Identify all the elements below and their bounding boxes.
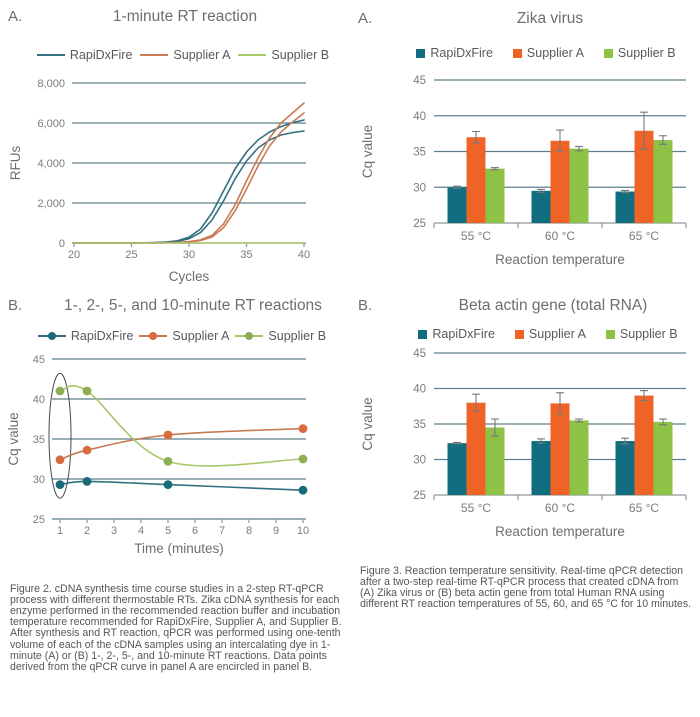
legend-item-supplier-b xyxy=(606,327,678,341)
category-label: 60 °C xyxy=(544,229,576,243)
series-line-green xyxy=(60,386,303,466)
panel-header xyxy=(356,8,696,34)
figure-3-caption: Figure 3. Reaction temperature sensitivity. Real-time qPCR detection after a two-step real-time RT-qPCR process that created cDNA from (A) Zika virus or (B) beta actin gene from total Human RNA using different RT reaction temperatures of 55, 60, and 65 °C for 10 minutes. xyxy=(360,565,692,611)
data-point-marker xyxy=(299,424,308,433)
y-axis-title: RFUs xyxy=(8,145,23,181)
y-tick-label: 45 xyxy=(413,75,426,87)
panel-1-minute-rt-reaction xyxy=(6,6,350,290)
legend-item-supplier-a xyxy=(139,329,229,343)
y-axis-title: Cq value xyxy=(360,124,375,179)
legend-label: Supplier B xyxy=(271,48,330,62)
legend-dot xyxy=(245,332,253,340)
bar-teal xyxy=(616,441,635,495)
panel-beta-actin xyxy=(356,295,696,563)
y-tick-label: 25 xyxy=(413,490,426,502)
zika-bar-plot xyxy=(356,64,696,272)
legend-swatch-icon xyxy=(604,49,613,58)
x-tick-label: 1 xyxy=(56,525,64,537)
figure-2-caption: Figure 2. cDNA synthesis time course studies in a 2-step RT-qPCR process with different thermostable RTs. Zika cDNA synthesis for each enzyme performed in the recommended reaction buffer and incubation temperature recommended for RapiDxFire, Supplier A, and Supplier B. After synthesis and RT reaction, qPCR was performed using one-tenth volume of each of the cDNA samples using an intercalating dye in 1-minute (A) or (B) 1-, 2-, 5-, and 10-minute RT reactions. Data points derived from the qPCR curve in panel A are encircled in panel B. xyxy=(10,583,342,673)
category-label: 60 °C xyxy=(544,501,576,515)
x-tick-label: 10 xyxy=(296,525,310,537)
legend-line-icon xyxy=(37,50,65,60)
bar-green xyxy=(654,140,673,223)
series-line-teal xyxy=(60,481,303,490)
legend-swatch-icon xyxy=(418,330,427,339)
data-point-marker xyxy=(83,446,92,455)
x-tick-label: 25 xyxy=(125,249,138,261)
y-tick-label: 40 xyxy=(32,394,45,406)
y-tick-label: 30 xyxy=(413,454,426,467)
beta-actin-bar-plot xyxy=(356,345,696,557)
x-axis-title: Reaction temperature xyxy=(495,252,625,267)
legend-swatch-icon xyxy=(513,49,522,58)
panel-letter: A. xyxy=(358,10,373,27)
panel-title: Zika virus xyxy=(516,10,584,27)
category-label: 55 °C xyxy=(460,229,492,243)
panel-letter: B. xyxy=(358,297,373,314)
legend-line-icon xyxy=(140,50,168,60)
x-tick-label: 2 xyxy=(83,525,91,537)
data-point-marker xyxy=(56,455,65,464)
y-tick-label: 6,000 xyxy=(37,118,65,130)
category-label: 65 °C xyxy=(628,501,660,515)
x-tick-label: 30 xyxy=(182,249,196,261)
panel-rt-time-course xyxy=(6,295,350,581)
y-tick-label: 40 xyxy=(413,110,426,123)
data-point-marker xyxy=(164,431,173,440)
bar-green xyxy=(570,149,589,223)
x-axis-title: Time (minutes) xyxy=(134,541,224,556)
y-tick-label: 35 xyxy=(413,419,426,431)
legend-label: Supplier B xyxy=(268,329,327,343)
legend-dot xyxy=(48,332,56,340)
x-tick-label: 35 xyxy=(240,249,253,261)
legend-label: RapiDxFire xyxy=(432,327,495,341)
bar-teal xyxy=(448,187,467,223)
bar-orange xyxy=(467,137,486,223)
data-point-marker xyxy=(299,486,308,495)
legend-label: Supplier A xyxy=(172,329,230,343)
y-tick-label: 35 xyxy=(32,434,45,446)
data-point-marker xyxy=(164,480,173,489)
legend-item-supplier-b xyxy=(238,48,329,62)
bar-green xyxy=(570,420,589,495)
panel-header xyxy=(6,295,350,321)
bar-teal xyxy=(616,192,635,223)
legend-swatch-icon xyxy=(416,49,425,58)
legend xyxy=(356,42,696,64)
legend-line-icon xyxy=(238,50,266,60)
panel-title: 1-, 2-, 5-, and 10-minute RT reactions xyxy=(64,297,322,314)
legend-item-supplier-b xyxy=(604,46,676,60)
category-label: 55 °C xyxy=(460,501,492,515)
x-axis-title: Reaction temperature xyxy=(495,524,625,539)
amplification-plot xyxy=(6,66,350,288)
legend-label: RapiDxFire xyxy=(430,46,493,60)
bar-green xyxy=(486,428,505,495)
category-label: 65 °C xyxy=(628,229,660,243)
y-axis-title: Cq value xyxy=(360,397,375,451)
data-point-marker xyxy=(56,387,65,396)
legend-swatch-icon xyxy=(515,330,524,339)
y-tick-label: 45 xyxy=(32,354,45,366)
legend-swatch-icon xyxy=(606,330,615,339)
legend xyxy=(6,325,350,347)
legend-line-icon xyxy=(38,331,66,341)
x-tick-label: 9 xyxy=(272,525,280,537)
y-tick-label: 4,000 xyxy=(37,158,65,170)
legend xyxy=(6,44,350,66)
panel-title: 1-minute RT reaction xyxy=(112,8,258,25)
legend-label: Supplier A xyxy=(528,327,586,341)
y-tick-label: 2,000 xyxy=(37,198,65,210)
y-tick-label: 25 xyxy=(413,218,426,230)
y-axis-title: Cq value xyxy=(6,412,21,466)
x-tick-label: 3 xyxy=(110,525,118,537)
legend-label: Supplier B xyxy=(617,46,676,60)
legend-item-rapidxfire xyxy=(418,327,495,341)
series-line-orange xyxy=(74,103,304,243)
bar-orange xyxy=(551,141,570,223)
bar-orange xyxy=(551,403,570,495)
y-tick-label: 45 xyxy=(413,348,426,360)
y-tick-label: 30 xyxy=(32,474,45,486)
panel-letter: B. xyxy=(8,297,23,314)
data-point-marker xyxy=(83,387,92,396)
legend-item-supplier-a xyxy=(513,46,584,60)
bar-orange xyxy=(467,403,486,495)
legend xyxy=(356,323,696,345)
y-tick-label: 25 xyxy=(32,514,45,526)
y-tick-label: 35 xyxy=(413,146,426,159)
x-tick-label: 6 xyxy=(191,525,199,537)
series-line-orange xyxy=(60,429,303,460)
x-tick-label: 20 xyxy=(67,249,81,261)
legend-item-rapidxfire xyxy=(416,46,493,60)
x-tick-label: 40 xyxy=(297,249,311,261)
panel-zika-virus xyxy=(356,8,696,284)
y-tick-label: 8,000 xyxy=(37,78,65,90)
legend-label: RapiDxFire xyxy=(70,329,134,343)
legend-item-supplier-a xyxy=(515,327,586,341)
legend-line-icon xyxy=(139,331,167,341)
legend-label: RapiDxFire xyxy=(69,48,133,62)
legend-item-supplier-b xyxy=(235,329,326,343)
legend-item-rapidxfire xyxy=(37,48,133,62)
bar-teal xyxy=(448,443,467,495)
x-tick-label: 8 xyxy=(245,525,253,537)
panel-header xyxy=(6,6,350,32)
legend-item-rapidxfire xyxy=(38,329,134,343)
x-tick-label: 7 xyxy=(218,525,226,537)
y-tick-label: 40 xyxy=(413,383,426,396)
x-tick-label: 4 xyxy=(137,525,145,537)
legend-item-supplier-a xyxy=(140,48,230,62)
data-point-marker xyxy=(56,480,65,489)
legend-label: Supplier B xyxy=(619,327,678,341)
legend-line-icon xyxy=(235,331,263,341)
data-point-marker xyxy=(299,455,308,464)
x-axis-title: Cycles xyxy=(168,269,210,284)
y-tick-label: 30 xyxy=(413,182,426,195)
legend-label: Supplier A xyxy=(526,46,584,60)
bar-orange xyxy=(635,396,654,495)
time-course-plot xyxy=(6,347,350,563)
panel-letter: A. xyxy=(8,8,23,25)
legend-label: Supplier A xyxy=(173,48,231,62)
legend-dot xyxy=(149,332,157,340)
bar-teal xyxy=(532,191,551,223)
panel-header xyxy=(356,295,696,321)
series-line-teal xyxy=(74,131,304,243)
x-tick-label: 5 xyxy=(164,525,172,537)
data-point-marker xyxy=(164,457,173,466)
bar-green xyxy=(654,422,673,495)
y-tick-label: 0 xyxy=(58,238,65,250)
data-point-marker xyxy=(83,477,92,486)
panel-title: Beta actin gene (total RNA) xyxy=(458,297,648,314)
bar-green xyxy=(486,169,505,223)
bar-teal xyxy=(532,441,551,495)
